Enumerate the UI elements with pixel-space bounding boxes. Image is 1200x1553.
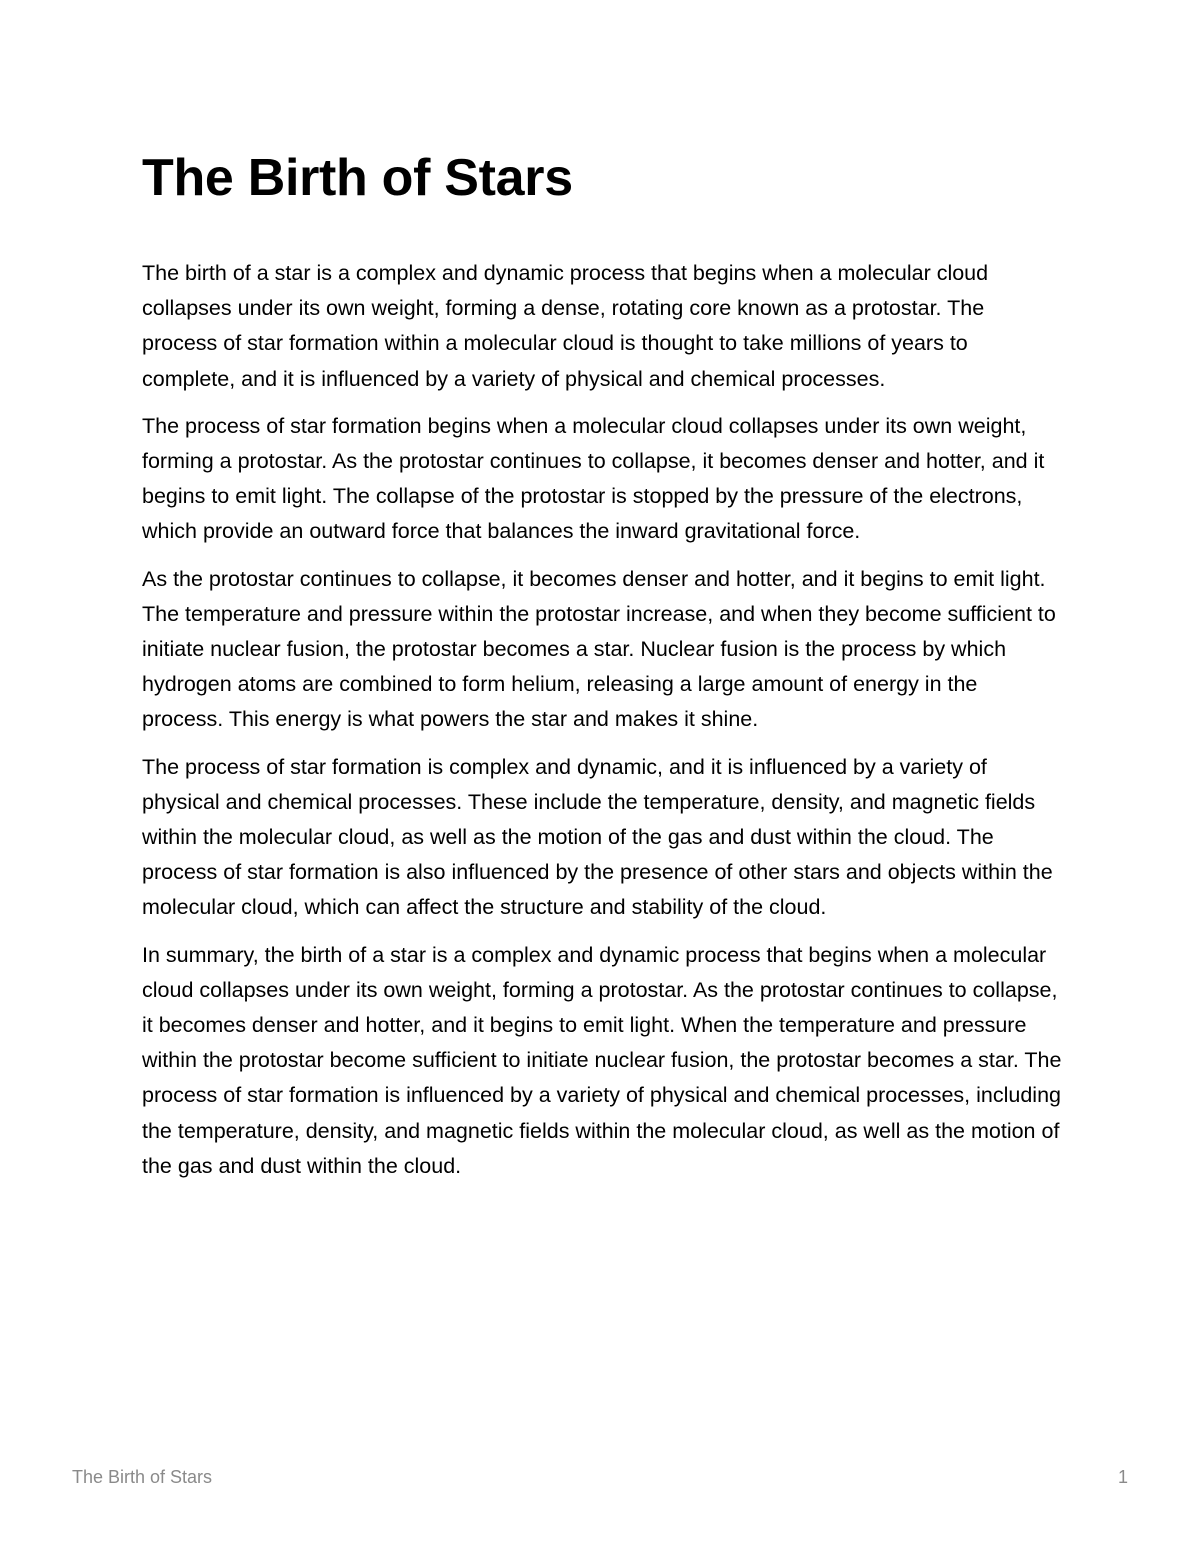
paragraph-4: The process of star formation is complex and dynamic, and it is influenced by a variety of physical and chemical processes. These include the temperature, density, and magnetic fields within the molecular cloud, as well as the motion of the gas and dust within the cloud. The process of star formation is also influenced by the presence of other stars and objects within the molecular cloud, which can affect the structure and stability of the cloud. [142, 754, 1053, 920]
paragraph-3: As the protostar continues to collapse, it becomes denser and hotter, and it begins to emit light. The temperature and pressure within the protostar increase, and when they become sufficient to initiate nuclear fusion, the protostar becomes a star. Nuclear fusion is the process by which hydrogen atoms are combined to form helium, releasing a large amount of energy in the process. This energy is what powers the star and makes it shine. [142, 566, 1056, 732]
footer-title: The Birth of Stars [72, 1467, 213, 1487]
document-title: The Birth of Stars [142, 149, 573, 207]
paragraph-5: In summary, the birth of a star is a complex and dynamic process that begins when a molecular cloud collapses under its own weight, forming a protostar. As the protostar continues to collapse, it becomes denser and hotter, and it begins to emit light. When the temperature and pressure within the protostar become sufficient to initiate nuclear fusion, the protostar becomes a star. The process of star formation is influenced by a variety of physical and chemical processes, including the temperature, density, and magnetic fields within the molecular cloud, as well as the motion of the gas and dust within the cloud. [142, 942, 1062, 1178]
document-body [142, 256, 1062, 1196]
paragraph-1: The birth of a star is a complex and dynamic process that begins when a molecular cloud collapses under its own weight, forming a dense, rotating core known as a protostar. The process of star formation within a molecular cloud is thought to take millions of years to complete, and it is influenced by a variety of physical and chemical processes. [142, 261, 989, 391]
paragraph-2: The process of star formation begins when a molecular cloud collapses under its own weight, forming a protostar. As the protostar continues to collapse, it becomes denser and hotter, and it begins to emit light. The collapse of the protostar is stopped by the pressure of the electrons, which provide an outward force that balances the inward gravitational force. [142, 413, 1045, 544]
footer-page-number: 1 [1117, 1467, 1128, 1487]
